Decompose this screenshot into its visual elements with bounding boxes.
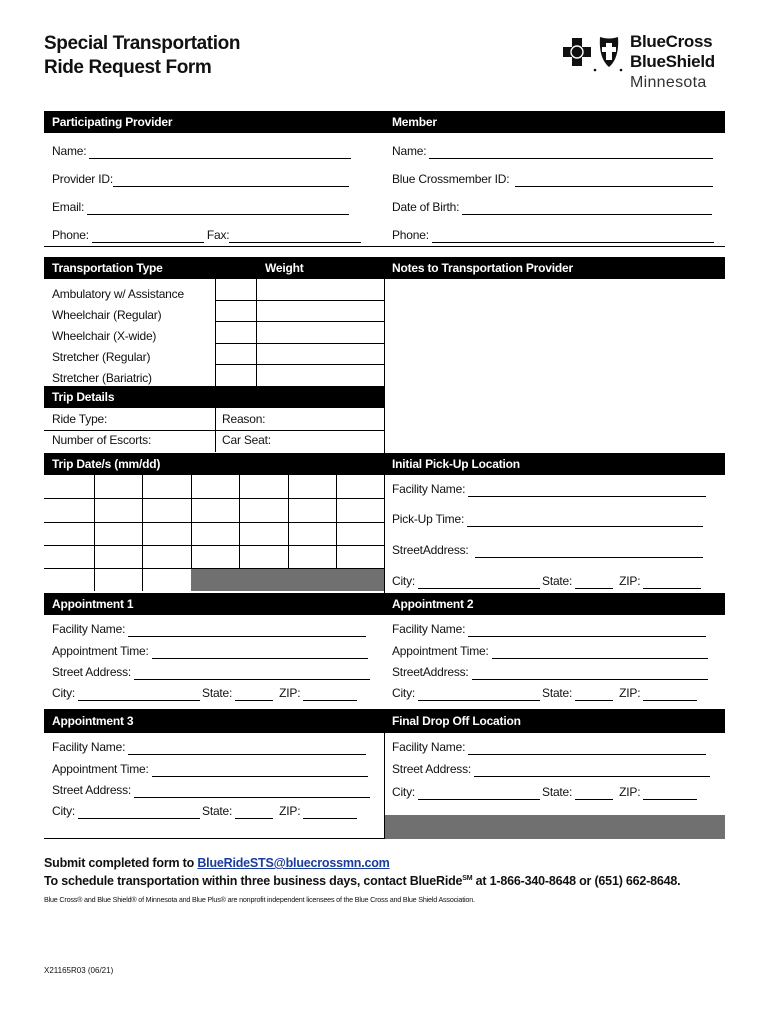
input-line[interactable] (475, 543, 703, 558)
field-label: Street Address: (52, 665, 132, 679)
transport-header-label: Transportation Type (52, 261, 163, 275)
state-label: State: (542, 785, 573, 799)
provider-name-field[interactable] (52, 143, 351, 159)
input-line[interactable] (643, 574, 701, 589)
appointment3-header: Appointment 3 (44, 709, 384, 733)
form-title-line1: Special Transportation (44, 33, 241, 54)
dropoff-street-field[interactable] (392, 761, 710, 777)
car-seat-label: Car Seat: (222, 433, 271, 447)
field-label: Appointment Time: (52, 644, 149, 658)
grid-line (256, 279, 257, 386)
appt1-facility-field[interactable] (52, 621, 366, 637)
field-label: StreetAddress: (392, 665, 469, 679)
grid-line (215, 279, 216, 386)
field-label: Facility Name: (392, 482, 466, 496)
input-line[interactable] (468, 482, 706, 497)
date-grid-line (239, 475, 240, 568)
input-line[interactable] (303, 686, 357, 701)
fax-input-line[interactable] (229, 228, 361, 243)
appt1-city-field[interactable] (52, 685, 357, 701)
zip-label: ZIP: (619, 574, 641, 588)
reason-label: Reason: (222, 412, 266, 426)
transport-type-label: Stretcher (Regular) (52, 350, 151, 364)
disclaimer: Blue Cross® and Blue Shield® of Minnesota and Blue Plus® are nonprofit independent licensees of the Blue Cross and Blue Shield Association. (44, 895, 475, 904)
brand-line2: BlueShield (630, 52, 715, 71)
date-grid-line (44, 545, 384, 546)
input-line[interactable] (468, 740, 706, 755)
date-grid-line (288, 475, 289, 568)
field-label: Facility Name: (392, 740, 466, 754)
input-line[interactable] (575, 785, 613, 800)
input-line[interactable] (515, 172, 713, 187)
shaded-cell (191, 569, 384, 591)
pickup-city-field[interactable] (392, 573, 701, 589)
pickup-time-field[interactable] (392, 511, 703, 527)
field-label: Email: (52, 200, 85, 214)
input-line[interactable] (89, 144, 351, 159)
appt2-facility-field[interactable] (392, 621, 706, 637)
transport-type-list (52, 284, 184, 389)
input-line[interactable] (418, 686, 540, 701)
service-mark: SM (462, 874, 473, 882)
zip-label: ZIP: (279, 686, 301, 700)
submit-text: Submit completed form to (44, 856, 198, 870)
field-label: Facility Name: (392, 622, 466, 636)
field-label: City: (392, 686, 416, 700)
field-label: City: (392, 785, 416, 799)
form-code: X21165R03 (06/21) (44, 966, 114, 975)
input-line[interactable] (235, 804, 273, 819)
input-line[interactable] (128, 622, 366, 637)
field-label: City: (52, 804, 76, 818)
dropoff-header: Final Drop Off Location (384, 709, 725, 733)
field-label: StreetAddress: (392, 543, 469, 557)
brand-region: Minnesota (630, 74, 707, 91)
zip-label: ZIP: (619, 785, 641, 799)
input-line[interactable] (78, 686, 200, 701)
field-label: City: (52, 686, 76, 700)
field-label: Phone: (392, 228, 429, 242)
grid-line (215, 300, 384, 301)
state-label: State: (202, 804, 233, 818)
member-id-field[interactable] (392, 171, 713, 187)
date-grid-line (142, 475, 143, 591)
transport-type-label: Stretcher (Bariatric) (52, 371, 152, 385)
input-line[interactable] (492, 644, 708, 659)
pickup-facility-field[interactable] (392, 481, 706, 497)
provider-email-field[interactable] (52, 199, 349, 215)
date-grid-line (94, 475, 95, 591)
schedule-phone-text: at 1-866-340-8648 or (651) 662-8648. (472, 874, 681, 888)
field-label: Street Address: (392, 762, 472, 776)
appt3-facility-field[interactable] (52, 739, 366, 755)
input-line[interactable] (92, 228, 204, 243)
appt1-time-field[interactable] (52, 643, 368, 659)
field-label: Pick-Up Time: (392, 512, 465, 526)
notes-header: Notes to Transportation Provider (384, 257, 725, 279)
field-label: Street Address: (52, 783, 132, 797)
ride-type-label: Ride Type: (52, 412, 108, 426)
state-label: State: (202, 686, 233, 700)
field-label: Name: (392, 144, 427, 158)
state-label: State: (542, 686, 573, 700)
appt2-street-field[interactable] (392, 664, 708, 680)
pickup-header: Initial Pick-Up Location (384, 453, 725, 475)
trip-dates-header: Trip Date/s (mm/dd) (44, 453, 384, 475)
grid-line (44, 430, 384, 431)
input-line[interactable] (87, 200, 349, 215)
date-grid-line (336, 475, 337, 568)
input-line[interactable] (418, 574, 540, 589)
member-dob-field[interactable] (392, 199, 712, 215)
divider (44, 246, 725, 247)
pickup-street-field[interactable] (392, 542, 703, 558)
email-link[interactable]: BlueRideSTS@bluecrossmn.com (197, 856, 390, 870)
brand-name (630, 32, 715, 72)
form-title (44, 32, 240, 80)
input-line[interactable] (78, 804, 200, 819)
input-line[interactable] (474, 762, 710, 777)
appt3-street-field[interactable] (52, 782, 370, 798)
appointment2-header: Appointment 2 (384, 593, 725, 615)
fax-label: Fax: (206, 228, 230, 242)
appt3-time-field[interactable] (52, 761, 368, 777)
dropoff-city-field[interactable] (392, 784, 697, 800)
input-line[interactable] (643, 686, 697, 701)
shaded-cell (385, 815, 725, 839)
input-line[interactable] (472, 665, 708, 680)
appt1-street-field[interactable] (52, 664, 370, 680)
input-line[interactable] (303, 804, 357, 819)
input-line[interactable] (113, 172, 349, 187)
input-line[interactable] (235, 686, 273, 701)
input-line[interactable] (467, 512, 703, 527)
cross-shield-icon (560, 34, 626, 74)
member-name-field[interactable] (392, 143, 713, 159)
trip-details-header: Trip Details (44, 386, 384, 408)
member-header: Member (384, 111, 725, 133)
schedule-line (44, 874, 680, 888)
schedule-text: To schedule transportation within three business days, contact BlueRide (44, 874, 463, 888)
input-line[interactable] (432, 228, 714, 243)
dropoff-facility-field[interactable] (392, 739, 706, 755)
center-divider (384, 257, 385, 614)
input-line[interactable] (128, 740, 366, 755)
date-grid-line (191, 475, 192, 568)
field-label: Provider ID: (52, 172, 113, 186)
field-label: Facility Name: (52, 622, 126, 636)
provider-phone-field[interactable] (52, 227, 361, 243)
input-line[interactable] (462, 200, 712, 215)
input-line[interactable] (575, 686, 613, 701)
field-label: Appointment Time: (392, 644, 489, 658)
transport-type-label: Ambulatory w/ Assistance (52, 287, 184, 301)
input-line[interactable] (429, 144, 713, 159)
date-grid-line (44, 522, 384, 523)
weight-header-label: Weight (265, 261, 304, 275)
input-line[interactable] (134, 783, 370, 798)
input-line[interactable] (418, 785, 540, 800)
state-label: State: (542, 574, 573, 588)
zip-label: ZIP: (279, 804, 301, 818)
bcbs-logo (560, 32, 730, 96)
grid-line (215, 343, 384, 344)
transport-type-label: Wheelchair (Regular) (52, 308, 162, 322)
input-line[interactable] (468, 622, 706, 637)
appointment1-header: Appointment 1 (44, 593, 384, 615)
field-label: Appointment Time: (52, 762, 149, 776)
transport-header (44, 257, 384, 279)
appt2-time-field[interactable] (392, 643, 708, 659)
member-phone-field[interactable] (392, 227, 714, 243)
input-line[interactable] (643, 785, 697, 800)
provider-id-field[interactable] (52, 171, 349, 187)
provider-header: Participating Provider (44, 111, 384, 133)
grid-line (215, 364, 384, 365)
field-label: Facility Name: (52, 740, 126, 754)
grid-line (215, 321, 384, 322)
field-label: Name: (52, 144, 87, 158)
zip-label: ZIP: (619, 686, 641, 700)
submit-line (44, 856, 390, 870)
date-grid-line (44, 498, 384, 499)
appt3-city-field[interactable] (52, 803, 357, 819)
field-label: Date of Birth: (392, 200, 460, 214)
field-label: City: (392, 574, 416, 588)
input-line[interactable] (152, 644, 368, 659)
input-line[interactable] (575, 574, 613, 589)
input-line[interactable] (134, 665, 370, 680)
field-label: Blue Crossmember ID: (392, 172, 510, 186)
input-line[interactable] (152, 762, 368, 777)
divider (44, 838, 384, 839)
grid-line (215, 408, 216, 452)
transport-type-label: Wheelchair (X-wide) (52, 329, 157, 343)
escorts-label: Number of Escorts: (52, 433, 152, 447)
appt2-city-field[interactable] (392, 685, 697, 701)
form-title-line2: Ride Request Form (44, 57, 212, 78)
brand-line1: BlueCross (630, 32, 713, 51)
field-label: Phone: (52, 228, 89, 242)
